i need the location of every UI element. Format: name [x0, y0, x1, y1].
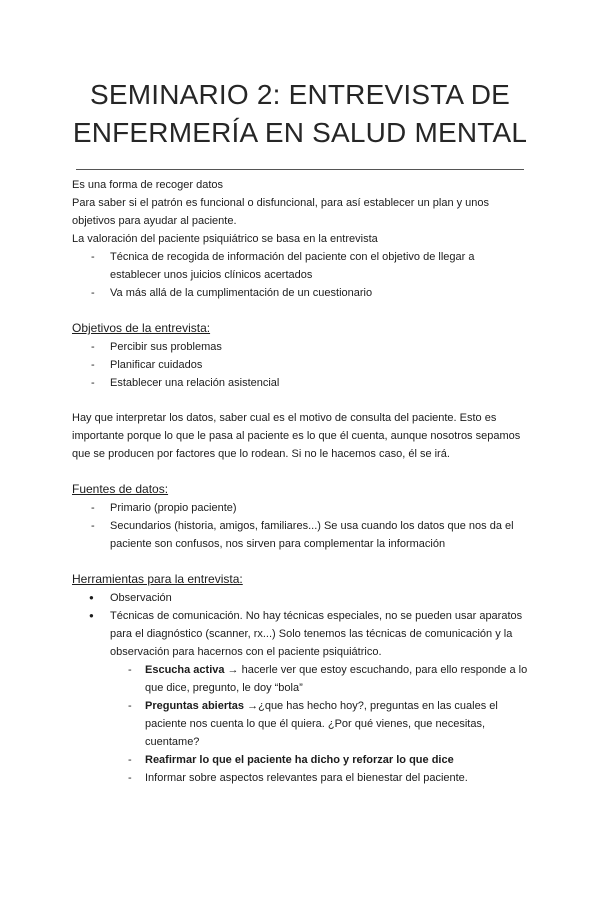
bold-term: Preguntas abiertas — [145, 700, 245, 712]
list-item: - Va más allá de la cumplimentación de un cuestionario — [72, 284, 528, 302]
list-item: - Primario (propio paciente) — [72, 499, 528, 517]
interpretar-paragraph: Hay que interpretar los datos, saber cual es el motivo de consulta del paciente. Esto es importante porque lo que le pasa al paciente es lo que él cuenta, aunque nosotros sepamos que se producen por factores que lo rodean. Si no le hacemos caso, él se irá. — [72, 412, 521, 460]
item-text: →¿que has hecho hoy?, preguntas en las cuales el paciente nos cuenta lo que él quiera. ¿Por qué vienes, que necesitas, cuentame? — [145, 700, 498, 748]
bold-term: Reafirmar lo que el paciente ha dicho y reforzar lo que dice — [145, 754, 454, 766]
list-item-informar: - Informar sobre aspectos relevantes para el bienestar del paciente. — [72, 769, 528, 787]
section-heading-herramientas: Herramientas para la entrevista: — [72, 572, 243, 586]
intro-line: La valoración del paciente psiquiátrico se basa en la entrevista — [72, 233, 378, 245]
objetivos-list — [72, 338, 528, 392]
list-item: - Secundarios (historia, amigos, familiares...) Se usa cuando los datos que nos da el paciente son confusos, nos sirven para complementar la información — [72, 517, 528, 553]
section-heading-fuentes: Fuentes de datos: — [72, 482, 169, 496]
bold-term: Escucha activa — [145, 664, 225, 676]
intro-list — [72, 248, 528, 302]
list-item: - Planificar cuidados — [72, 356, 528, 374]
list-item: - Percibir sus problemas — [72, 338, 528, 356]
list-item: - Técnica de recogida de información del paciente con el objetivo de llegar a establecer unos juicios clínicos acertados — [72, 248, 528, 284]
intro-line: Para saber si el patrón es funcional o disfuncional, para así establecer un plan y unos objetivos para ayudar al paciente. — [72, 197, 490, 227]
list-item-escucha — [72, 661, 528, 697]
item-text: → hacerle ver que estoy escuchando, para ello responde a lo que dice, pregunto, le doy “bola” — [145, 664, 528, 694]
page-title: SEMINARIO 2: ENTREVISTA DE ENFERMERÍA EN SALUD MENTAL — [72, 79, 528, 148]
document-page — [0, 76, 600, 924]
title-divider — [76, 169, 524, 170]
intro-line: Es una forma de recoger datos — [72, 179, 224, 191]
list-item-preguntas — [72, 697, 528, 751]
list-item-reafirmar — [72, 751, 528, 769]
list-item: ● Observación — [72, 589, 528, 607]
herramientas-list — [72, 589, 528, 661]
fuentes-list — [72, 499, 528, 553]
document-body — [72, 176, 528, 787]
list-item: - Establecer una relación asistencial — [72, 374, 528, 392]
list-item: ● Técnicas de comunicación. No hay técnicas especiales, no se pueden usar aparatos para el diagnóstico (scanner, rx...) Solo tenemos las técnicas de comunicación y la observación para hacernos con el paciente psiquiátrico. — [72, 607, 528, 661]
section-heading-objetivos: Objetivos de la entrevista: — [72, 321, 211, 335]
tecnicas-sublist — [72, 661, 528, 787]
